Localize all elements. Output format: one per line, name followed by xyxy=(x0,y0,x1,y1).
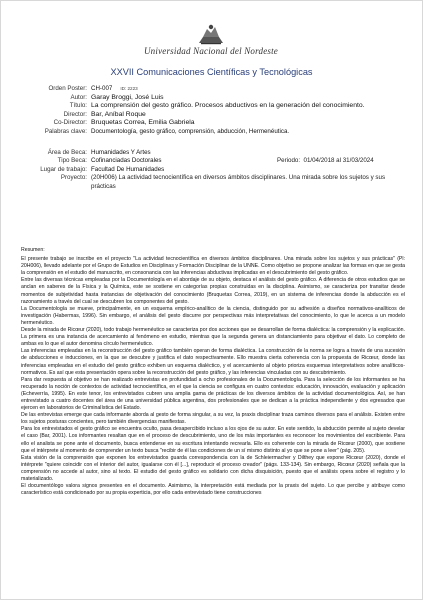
lugar-trabajo-label: Lugar de trabajo: xyxy=(40,165,87,173)
co-director-label: Co-Director: xyxy=(53,119,87,127)
palabras-clave-value: Documentología, gesto gráfico, comprensión, abducción, Hermenéutica. xyxy=(91,127,290,135)
summary xyxy=(21,247,405,497)
orden-poster-value xyxy=(91,85,138,94)
university-name: Universidad Nacional del Nordeste xyxy=(143,46,278,56)
poster-id: ID: 2223 xyxy=(120,86,138,91)
university-emblem-icon xyxy=(197,23,225,45)
area-beca-row xyxy=(1,149,423,158)
conference-title: XXVII Comunicaciones Científicas y Tecnológicas xyxy=(110,67,313,77)
area-beca-value: Humanidades Y Artes xyxy=(91,148,151,156)
titulo-value: La comprensión del gesto gráfico. Procesos abductivos en la generación del conocimiento. xyxy=(91,102,365,110)
palabras-clave-row xyxy=(1,128,423,137)
titulo-row xyxy=(1,102,423,111)
poster-metadata xyxy=(1,85,423,192)
orden-poster-label: Orden Poster: xyxy=(48,85,87,92)
tipo-beca-label: Tipo Beca: xyxy=(57,157,87,165)
summary-paragraph: De las entrevistas emerge que cada informante aborda al gesto de forma singular, a su vez, la praxis disciplinar traza caminos diversos para el análisis. Existen entre los sujetos posturas concientes, pero también divergencias manifiestas. xyxy=(21,412,405,426)
director-row xyxy=(1,111,423,120)
summary-paragraph: Para los entrevistados el gesto gráfico se encuentra oculto, pasa desapercibido incluso a los ojos de su autor. En este sentido, la abducción permite al sujeto develar el caso (Bar, 2001). Los informantes resaltan que en el proceso de descubrimiento, uno de los más importantes es reconocer los movimientos del escribiente. Para ello el analista se pone ante el documento, busca entenderse en su escritura intentando recrearla. Ello es coherente con la mirada de Ricœur (2000), que sostiene que el intérprete al momento de comprender un texto busca "recibir de él las condiciones de un sí mismo distinto al yo que se pone a leer" (pág. 205). xyxy=(21,426,405,454)
summary-paragraph: Para dar respuesta al objetivo se han realizado entrevistas en profundidad a ocho profesionales de la Documentología. Para la selección de los informantes se ha recuperado la noción de contextos de actividad tecnocientífica, en el que la ciencia se configura en cuatro contextos: educación, innovación, evaluación y aplicación (Echeverría, 1995). En este tenor, los entrevistados cubren una amplia gama de prácticas de los diversos ámbitos de la actividad documentológica. Así, se han entrevistado a cuatro docentes del área de una universidad pública argentina, dos profesionales que se dedican a la práctica independiente y dos egresados que ejercen en laboratorios de Criminalística del Estado. xyxy=(21,376,405,412)
periodo-value: 01/04/2018 al 31/03/2024 xyxy=(303,157,374,165)
tipo-beca-row xyxy=(1,157,423,166)
summary-paragraph: Entre las diversas técnicas empleadas por la Documentología en el abordaje de su objeto, destaca el análisis del gesto gráfico. A diferencia de otros estudios que se anclan en saberes de la Física y la Química, este se sostiene en categorías propias construidas en la disciplina. Asimismo, se caracteriza por transitar desde momentos de subjetividad hasta instancias de objetivación del conocimiento (Bruquetas Correa, 2019), en un sistema de inferencias donde la abducción es el razonamiento a través del cual se descubren los componentes del gesto. xyxy=(21,277,405,305)
co-director-value: Bruquetas Correa, Emilia Gabriela xyxy=(91,119,195,127)
periodo xyxy=(277,157,374,166)
titulo-label: Título: xyxy=(69,102,87,110)
summary-title: Resumen: xyxy=(21,247,45,253)
summary-paragraph: La Documentología se mueve, principalmente, en un esquema empírico-analítico de la ciencia, distinguido por su adhesión a diseños normativos-analíticos de investigación (Habermas, 1996). Sin embargo, el análisis del gesto discurre por perspectivas más interpretativas del conocimiento, lo que le acerca a un modelo hermenéutico. xyxy=(21,305,405,326)
proyecto-label: Proyecto: xyxy=(60,174,87,182)
university-logo xyxy=(131,23,291,56)
summary-paragraph: Esta visión de la comprensión que exponen los entrevistados guarda correspondencia con la de Schleiermacher y Dilthey que expone Ricœur (2020), donde el intérprete "quiere coincidir con el interior del autor, igualarse con él [...], reproducir el proceso creador" (págs. 133-134). Sin embargo, Ricœur (2020) señala que la comprensión no accede al autor, sino al texto. El estudio del gesto gráfico es solidario con dicha disquisición, puesto que el análisis opera sobre el registro y lo materializado. xyxy=(21,454,405,482)
orden-poster-row xyxy=(1,85,423,94)
summary-paragraph: El presente trabajo se inscribe en el proyecto "La actividad tecnocientífica en diversos ámbitos disciplinares. Una mirada sobre los sujetos y sus prácticas" (Pl: 20H006), llevado adelante por el Grupo de Estudios en Disciplinas y Formación Disciplinar de la UNNE. Como objetivo se propone analizar las formas en que se gesta la comprensión en el estudio del manuscrito, en consonancia con las inferencias abductivas implicadas en el descubrimiento del gesto gráfico. xyxy=(21,256,405,277)
summary-paragraph: Las inferencias empleadas en la reconstrucción del gesto gráfico también operan de forma dialéctica. La construcción de la norma se logra a través de una sucesión de abducciones e inducciones, en la que se descubre y justifica el dato respectivamente. Ello muestra cierta coherencia con la propuesta de Ricœur, donde las inferencias empleadas en el estudio del gesto gráfico exhiben un esquema dialéctico, y el acercamiento al objeto prioriza esquemas interpretativos sobre analíticos-normativos. Es así que esta presentación opera sobre la reconstrucción del gesto gráfico, y las inferencias vinculadas con su descubrimiento. xyxy=(21,348,405,376)
autor-label: Autor: xyxy=(70,93,87,101)
area-beca-label: Área de Beca: xyxy=(47,148,87,156)
orden-poster-code: CH-007 xyxy=(91,85,113,92)
autor-value: Garay Broggi, José Luis xyxy=(91,93,164,101)
periodo-label: Periodo: xyxy=(277,157,301,165)
autor-row xyxy=(1,94,423,103)
lugar-trabajo-value: Facultad De Humanidades xyxy=(91,165,165,173)
co-director-row xyxy=(1,119,423,128)
director-label: Director: xyxy=(63,110,87,118)
lugar-trabajo-row xyxy=(1,166,423,175)
summary-paragraph: Desde la mirada de Ricœur (2020), todo trabajo hermenéutico se caracteriza por dos acciones que se desarrollan de forma dialéctica: la comprensión y la explicación. La primera es una instancia de acercamiento al fenómeno en estudio, mientras que la segunda genera un distanciamiento para objetivar el dato. Lo completo de ambas es lo que el autor denomina círculo hermenéutico. xyxy=(21,327,405,348)
director-value: Bar, Aníbal Roque xyxy=(91,110,146,118)
proyecto-row xyxy=(1,174,423,192)
tipo-beca-value: Cofinanciadas Doctorales xyxy=(91,157,162,165)
proyecto-value: (20H006) La actividad tecnocientífica en diversos ámbitos disciplinares. Una mirada sobre los sujetos y sus prácticas xyxy=(91,174,386,190)
summary-paragraph: El documentólogo valora signos presentes en el documento. Asimismo, la interpretación está mediada por la praxis del sujeto. Lo que percibe y atribuye como característico está condicionado por su propia experticia, por ello cada entrevistado tiene construcciones xyxy=(21,483,405,497)
palabras-clave-label: Palabras clave: xyxy=(44,127,87,135)
